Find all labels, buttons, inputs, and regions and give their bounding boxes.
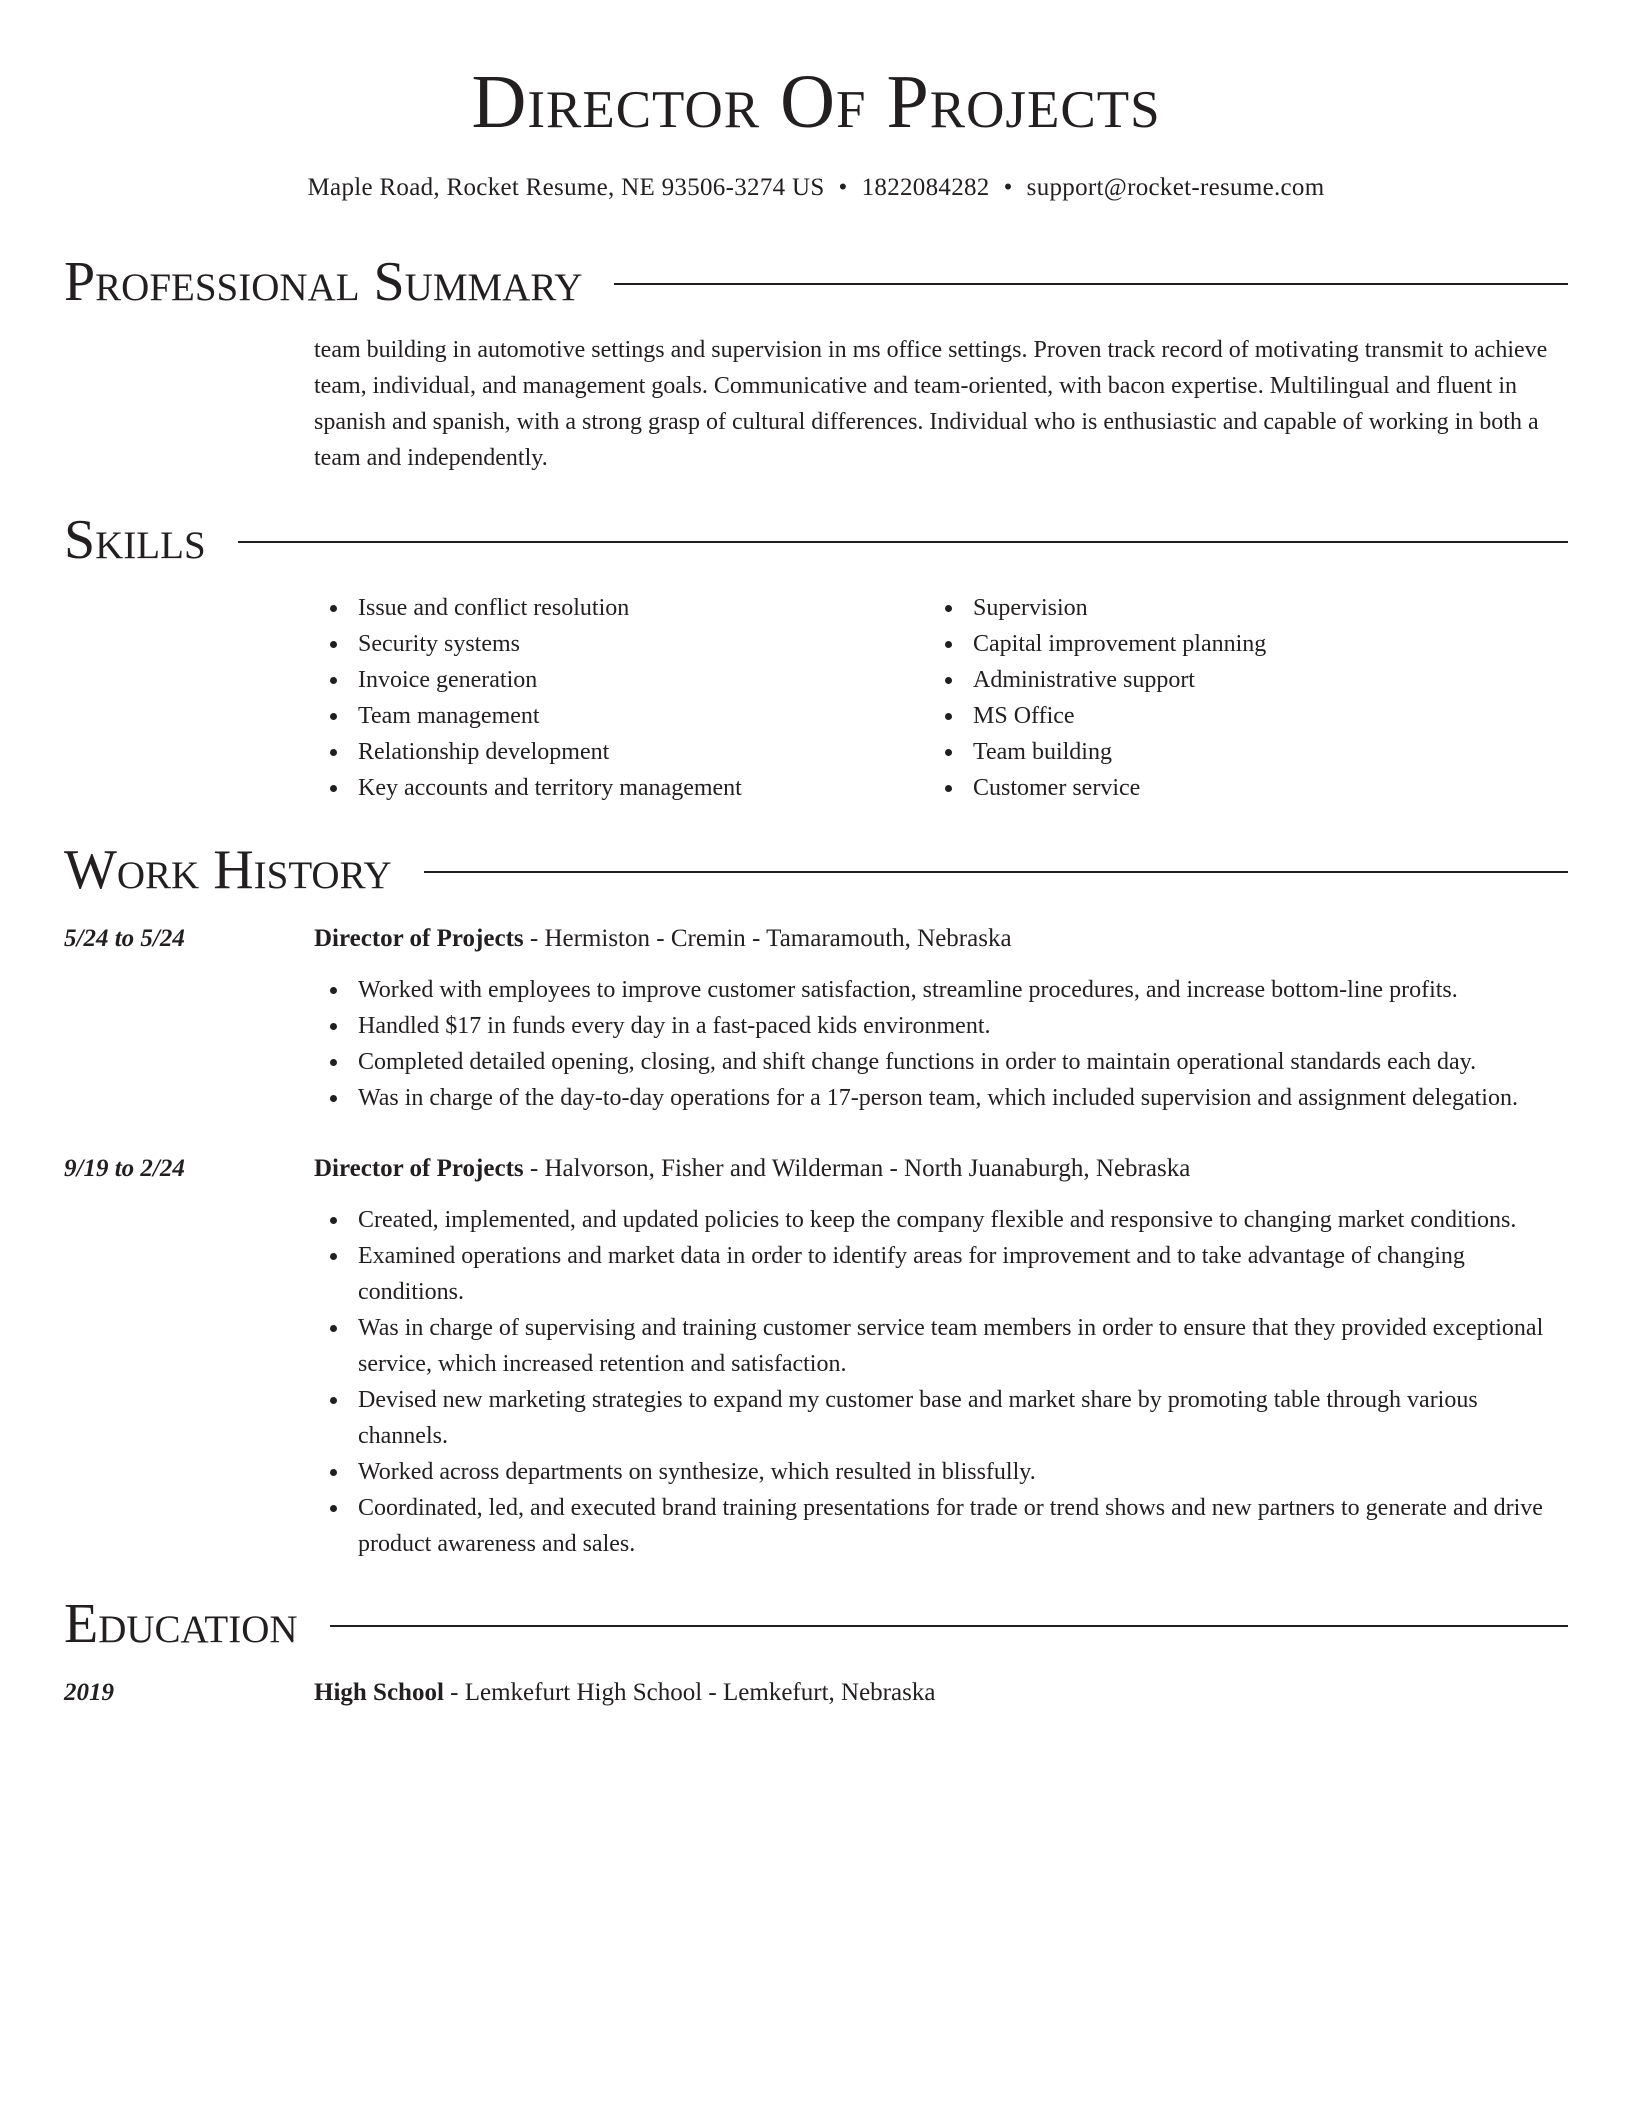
- job-bullet: Worked across departments on synthesize, which resulted in blissfully.: [314, 1454, 1568, 1490]
- job-entry: [64, 1152, 1568, 1562]
- education-year: 2019: [64, 1679, 114, 1706]
- work-history-title: Work History: [64, 839, 392, 901]
- skills-column-right: [929, 590, 1544, 806]
- skills-section: [64, 510, 1568, 806]
- section-divider: [238, 541, 1568, 543]
- summary-section: [64, 252, 1568, 476]
- job-bullet: Examined operations and market data in order to identify areas for improvement and to take advantage of changing conditions.: [314, 1238, 1568, 1310]
- job-bullets: [314, 972, 1568, 1116]
- job-bullet: Worked with employees to improve customer satisfaction, streamline procedures, and increase bottom-line profits.: [314, 972, 1568, 1008]
- job-bullets: [314, 1202, 1568, 1562]
- skills-column-left: [314, 590, 929, 806]
- skill-item: Team management: [314, 698, 929, 734]
- summary-text: team building in automotive settings and supervision in ms office settings. Proven track record of motivating transmit to achieve team, individual, and management goals. Communicative and team-oriented, with bacon expertise. Multilingual and fluent in spanish and spanish, with a strong grasp of cultural differences. Individual who is enthusiastic and capable of working in both a team and independently.: [314, 337, 1548, 471]
- section-divider: [424, 871, 1568, 873]
- summary-title: Professional Summary: [64, 251, 583, 313]
- contact-address: Maple Road, Rocket Resume, NE 93506-3274 US: [307, 174, 825, 201]
- skill-item: Invoice generation: [314, 662, 929, 698]
- resume-name: Director Of Projects: [471, 60, 1161, 144]
- job-body: [314, 1152, 1568, 1562]
- skills-list: [314, 590, 1568, 806]
- job-heading: [314, 922, 1568, 956]
- education-section: [64, 1594, 1568, 1710]
- job-details: - Hermiston - Cremin - Tamaramouth, Nebraska: [523, 925, 1012, 952]
- job-bullet: Devised new marketing strategies to expand my customer base and market share by promoting table through various channels.: [314, 1382, 1568, 1454]
- education-details: - Lemkefurt High School - Lemkefurt, Nebraska: [443, 1679, 936, 1706]
- job-details: - Halvorson, Fisher and Wilderman - North Juanaburgh, Nebraska: [523, 1155, 1191, 1182]
- education-entry: [64, 1676, 1568, 1710]
- job-dates: 9/19 to 2/24: [64, 1155, 185, 1182]
- skills-title: Skills: [64, 509, 206, 571]
- section-header: [64, 510, 1568, 570]
- skill-item: Administrative support: [929, 662, 1544, 698]
- education-degree: High School: [314, 1679, 444, 1706]
- skill-item: MS Office: [929, 698, 1544, 734]
- contact-email: support@rocket-resume.com: [1026, 174, 1325, 201]
- contact-line: [64, 174, 1568, 202]
- education-heading: [314, 1676, 1568, 1710]
- job-bullet: Was in charge of supervising and training customer service team members in order to ensure that they provided exceptional service, which increased retention and satisfaction.: [314, 1310, 1568, 1382]
- section-header: [64, 252, 1568, 312]
- job-heading: [314, 1152, 1568, 1186]
- skill-item: Team building: [929, 734, 1544, 770]
- skill-item: Customer service: [929, 770, 1544, 806]
- education-title: Education: [64, 1593, 298, 1655]
- job-bullet: Coordinated, led, and executed brand training presentations for trade or trend shows and new partners to generate and drive product awareness and sales.: [314, 1490, 1568, 1562]
- job-role: Director of Projects: [314, 1155, 524, 1182]
- job-bullet: Completed detailed opening, closing, and shift change functions in order to maintain operational standards each day.: [314, 1044, 1568, 1080]
- job-dates: 5/24 to 5/24: [64, 925, 185, 952]
- section-divider: [330, 1625, 1568, 1627]
- job-entry: [64, 922, 1568, 1116]
- section-divider: [614, 283, 1568, 285]
- job-role: Director of Projects: [314, 925, 524, 952]
- section-header: [64, 840, 1568, 900]
- skill-item: Key accounts and territory management: [314, 770, 929, 806]
- skill-item: Supervision: [929, 590, 1544, 626]
- job-bullet: Created, implemented, and updated policies to keep the company flexible and responsive to changing market conditions.: [314, 1202, 1568, 1238]
- skill-item: Capital improvement planning: [929, 626, 1544, 662]
- work-history-section: [64, 840, 1568, 1562]
- skill-item: Security systems: [314, 626, 929, 662]
- education-body: [314, 1676, 1568, 1710]
- contact-separator: •: [1003, 174, 1013, 201]
- contact-phone: 1822084282: [861, 174, 990, 201]
- skill-item: Issue and conflict resolution: [314, 590, 929, 626]
- job-bullet: Handled $17 in funds every day in a fast-paced kids environment.: [314, 1008, 1568, 1044]
- job-bullet: Was in charge of the day-to-day operations for a 17-person team, which included supervision and assignment delegation.: [314, 1080, 1568, 1116]
- skill-item: Relationship development: [314, 734, 929, 770]
- job-body: [314, 922, 1568, 1116]
- section-header: [64, 1594, 1568, 1654]
- contact-separator: •: [838, 174, 848, 201]
